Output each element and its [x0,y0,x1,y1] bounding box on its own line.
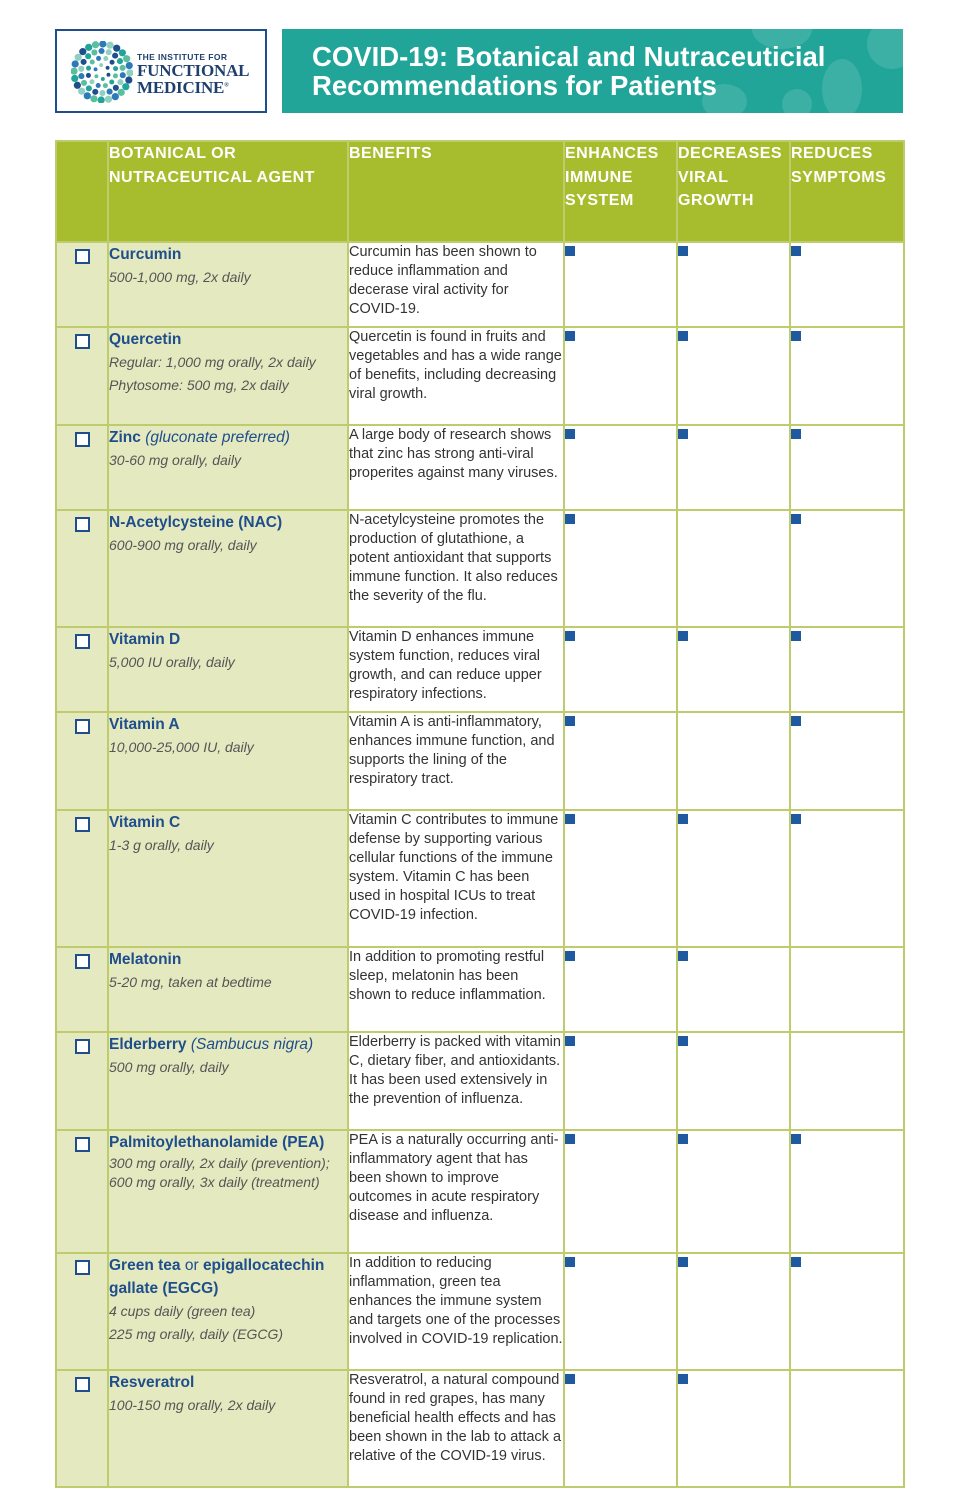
reduces-symptoms-cell [790,1370,904,1487]
checkbox-cell [56,712,108,810]
benefit-text: Resveratrol, a natural compound found in red grapes, has many beneficial health effects and has been shown in the lab to attack a relative of the COVID-19 virus. [348,1370,564,1487]
agent-dose: 225 mg orally, daily (EGCG) [109,1326,284,1342]
row-checkbox[interactable] [75,634,90,649]
row-checkbox[interactable] [75,432,90,447]
agent-cell [108,712,348,810]
decreases-viral-marker-icon [678,1134,688,1144]
agent-cell [108,627,348,712]
agent-name: Curcumin [109,246,182,263]
table-row [56,425,904,510]
enhances-immune-cell [564,1130,677,1253]
agent-cell [108,810,348,947]
reduces-symptoms-marker-icon [791,716,801,726]
reduces-symptoms-marker-icon [791,429,801,439]
agent-name: Vitamin D [109,631,181,648]
table-row [56,1130,904,1253]
row-checkbox[interactable] [75,719,90,734]
decreases-viral-marker-icon [678,246,688,256]
agent-cell [108,1130,348,1253]
benefit-text: Vitamin A is anti-inflammatory, enhances immune function, and supports the lining of the respiratory tract. [348,712,564,810]
decreases-viral-marker-icon [678,814,688,824]
table-row [56,1253,904,1370]
enhances-immune-marker-icon [565,631,575,641]
table-row [56,327,904,425]
header-reduces-symptoms: REDUCES SYMPTOMS [790,141,904,242]
agent-dose: 1-3 g orally, daily [109,837,214,853]
checkbox-cell [56,1370,108,1487]
enhances-immune-cell [564,242,677,327]
benefit-text: Quercetin is found in fruits and vegetables and has a wide range of benefits, including decreasing viral growth. [348,327,564,425]
enhances-immune-marker-icon [565,1134,575,1144]
decreases-viral-marker-icon [678,429,688,439]
decreases-viral-cell [677,1032,790,1130]
enhances-immune-marker-icon [565,429,575,439]
enhances-immune-cell [564,947,677,1032]
enhances-immune-marker-icon [565,814,575,824]
row-checkbox[interactable] [75,954,90,969]
agent-cell [108,1253,348,1370]
benefit-text: Elderberry is packed with vitamin C, dietary fiber, and antioxidants. It has been used extensively in the prevention of influenza. [348,1032,564,1130]
checkbox-cell [56,1032,108,1130]
agent-name: Green tea or epigallocatechin gallate (EGCG) [109,1257,325,1297]
checkbox-cell [56,327,108,425]
title-line-2: Recommendations for Patients [312,70,717,101]
row-checkbox[interactable] [75,517,90,532]
agent-dose: 10,000-25,000 IU, daily [109,739,254,755]
header-enhances-immune: ENHANCES IMMUNE SYSTEM [564,141,677,242]
agent-dose: 600-900 mg orally, daily [109,537,257,553]
agent-dose: 500-1,000 mg, 2x daily [109,269,251,285]
agent-cell [108,425,348,510]
ifm-logo-mark-icon [71,41,133,103]
agent-dose: 30-60 mg orally, daily [109,452,242,468]
table-row [56,242,904,327]
title-banner [282,29,903,113]
checkbox-cell [56,242,108,327]
enhances-immune-cell [564,327,677,425]
agent-name: Melatonin [109,951,182,968]
reduces-symptoms-marker-icon [791,331,801,341]
decreases-viral-cell [677,712,790,810]
decreases-viral-cell [677,627,790,712]
enhances-immune-marker-icon [565,331,575,341]
decreases-viral-cell [677,947,790,1032]
agent-dose: 500 mg orally, daily [109,1059,229,1075]
logo-line3: MEDICINE® [137,78,229,98]
reduces-symptoms-marker-icon [791,246,801,256]
benefit-text: In addition to reducing inflammation, green tea enhances the immune system and targets one of the processes involved in COVID-19 replication. [348,1253,564,1370]
decreases-viral-cell [677,242,790,327]
checkbox-cell [56,810,108,947]
enhances-immune-marker-icon [565,246,575,256]
row-checkbox[interactable] [75,817,90,832]
decreases-viral-cell [677,510,790,627]
header-decreases-viral: DECREASES VIRAL GROWTH [677,141,790,242]
agent-dose: Phytosome: 500 mg, 2x daily [109,377,289,393]
decreases-viral-marker-icon [678,331,688,341]
enhances-immune-cell [564,1253,677,1370]
table-row [56,1370,904,1487]
enhances-immune-cell [564,712,677,810]
agent-cell [108,510,348,627]
row-checkbox[interactable] [75,1260,90,1275]
recommendations-table [55,140,905,1488]
agent-dose: 100-150 mg orally, 2x daily [109,1397,276,1413]
reduces-symptoms-cell [790,627,904,712]
reduces-symptoms-cell [790,1253,904,1370]
table-row [56,947,904,1032]
agent-dose: 4 cups daily (green tea) [109,1303,256,1319]
benefit-text: Vitamin C contributes to immune defense by supporting various cellular functions of the immune system. Vitamin C has been used in hospital ICUs to treat COVID-19 infection. [348,810,564,947]
table-row [56,627,904,712]
checkbox-cell [56,425,108,510]
reduces-symptoms-cell [790,327,904,425]
enhances-immune-marker-icon [565,1036,575,1046]
table-header-row [56,141,904,242]
agent-name: Resveratrol [109,1374,195,1391]
decreases-viral-cell [677,1253,790,1370]
enhances-immune-cell [564,425,677,510]
agent-name: N-Acetylcysteine (NAC) [109,514,283,531]
agent-name: Vitamin C [109,814,181,831]
row-checkbox[interactable] [75,249,90,264]
checkbox-cell [56,947,108,1032]
logo [55,29,267,113]
agent-name: Quercetin [109,331,182,348]
benefit-text: Curcumin has been shown to reduce inflammation and decerase viral activity for COVID-19. [348,242,564,327]
row-checkbox[interactable] [75,1039,90,1054]
table-row [56,810,904,947]
agent-cell [108,327,348,425]
agent-dose: 300 mg orally, 2x daily (prevention); 600 mg orally, 3x daily (treatment) [109,1155,330,1190]
checkbox-cell [56,1253,108,1370]
decreases-viral-cell [677,327,790,425]
decreases-viral-cell [677,810,790,947]
enhances-immune-marker-icon [565,1257,575,1267]
logo-wordmark [137,53,249,97]
row-checkbox[interactable] [75,1137,90,1152]
reduces-symptoms-marker-icon [791,514,801,524]
benefit-text: N-acetylcysteine promotes the production of glutathione, a potent antioxidant that supports immune function. It also reduces the severity of the flu. [348,510,564,627]
reduces-symptoms-cell [790,425,904,510]
logo-line1: THE INSTITUTE FOR [137,52,228,62]
reduces-symptoms-cell [790,1130,904,1253]
page-title [312,42,825,100]
benefit-text: In addition to promoting restful sleep, melatonin has been shown to reduce inflammation. [348,947,564,1032]
enhances-immune-marker-icon [565,514,575,524]
checkbox-cell [56,510,108,627]
reduces-symptoms-cell [790,242,904,327]
header-benefits: BENEFITS [348,141,564,242]
enhances-immune-cell [564,810,677,947]
decreases-viral-cell [677,1370,790,1487]
decreases-viral-marker-icon [678,631,688,641]
reduces-symptoms-cell [790,1032,904,1130]
agent-name: Zinc (gluconate preferred) [109,429,290,446]
benefit-text: A large body of research shows that zinc has strong anti-viral properites against many viruses. [348,425,564,510]
enhances-immune-cell [564,1370,677,1487]
agent-cell [108,1370,348,1487]
benefit-text: PEA is a naturally occurring anti-inflammatory agent that has been shown to improve outcomes in acute respiratory disease and influenza. [348,1130,564,1253]
agent-name: Elderberry (Sambucus nigra) [109,1036,314,1053]
decreases-viral-marker-icon [678,1257,688,1267]
decreases-viral-marker-icon [678,951,688,961]
row-checkbox[interactable] [75,334,90,349]
benefit-text: Vitamin D enhances immune system function, reduces viral growth, and can reduce upper respiratory infections. [348,627,564,712]
table-row [56,1032,904,1130]
enhances-immune-marker-icon [565,951,575,961]
enhances-immune-cell [564,510,677,627]
decreases-viral-cell [677,1130,790,1253]
reduces-symptoms-marker-icon [791,631,801,641]
decreases-viral-cell [677,425,790,510]
reduces-symptoms-marker-icon [791,1257,801,1267]
table-row [56,712,904,810]
agent-name: Vitamin A [109,716,180,733]
reduces-symptoms-cell [790,810,904,947]
reduces-symptoms-cell [790,712,904,810]
reduces-symptoms-marker-icon [791,1134,801,1144]
enhances-immune-cell [564,1032,677,1130]
agent-dose: Regular: 1,000 mg orally, 2x daily [109,354,316,370]
agent-name: Palmitoylethanolamide (PEA) [109,1134,325,1151]
agent-cell [108,1032,348,1130]
enhances-immune-cell [564,627,677,712]
table-row [56,510,904,627]
decreases-viral-marker-icon [678,1036,688,1046]
agent-cell [108,242,348,327]
header-checkbox-column [56,141,108,242]
header-agent: BOTANICAL OR NUTRACEUTICAL AGENT [108,141,348,242]
reduces-symptoms-cell [790,947,904,1032]
agent-cell [108,947,348,1032]
enhances-immune-marker-icon [565,716,575,726]
enhances-immune-marker-icon [565,1374,575,1384]
decreases-viral-marker-icon [678,1374,688,1384]
row-checkbox[interactable] [75,1377,90,1392]
reduces-symptoms-marker-icon [791,814,801,824]
title-line-1: COVID-19: Botanical and Nutraceuticial [312,41,826,72]
logo-line2: FUNCTIONAL [137,60,250,80]
reduces-symptoms-cell [790,510,904,627]
checkbox-cell [56,627,108,712]
agent-dose: 5-20 mg, taken at bedtime [109,974,272,990]
agent-dose: 5,000 IU orally, daily [109,654,235,670]
checkbox-cell [56,1130,108,1253]
